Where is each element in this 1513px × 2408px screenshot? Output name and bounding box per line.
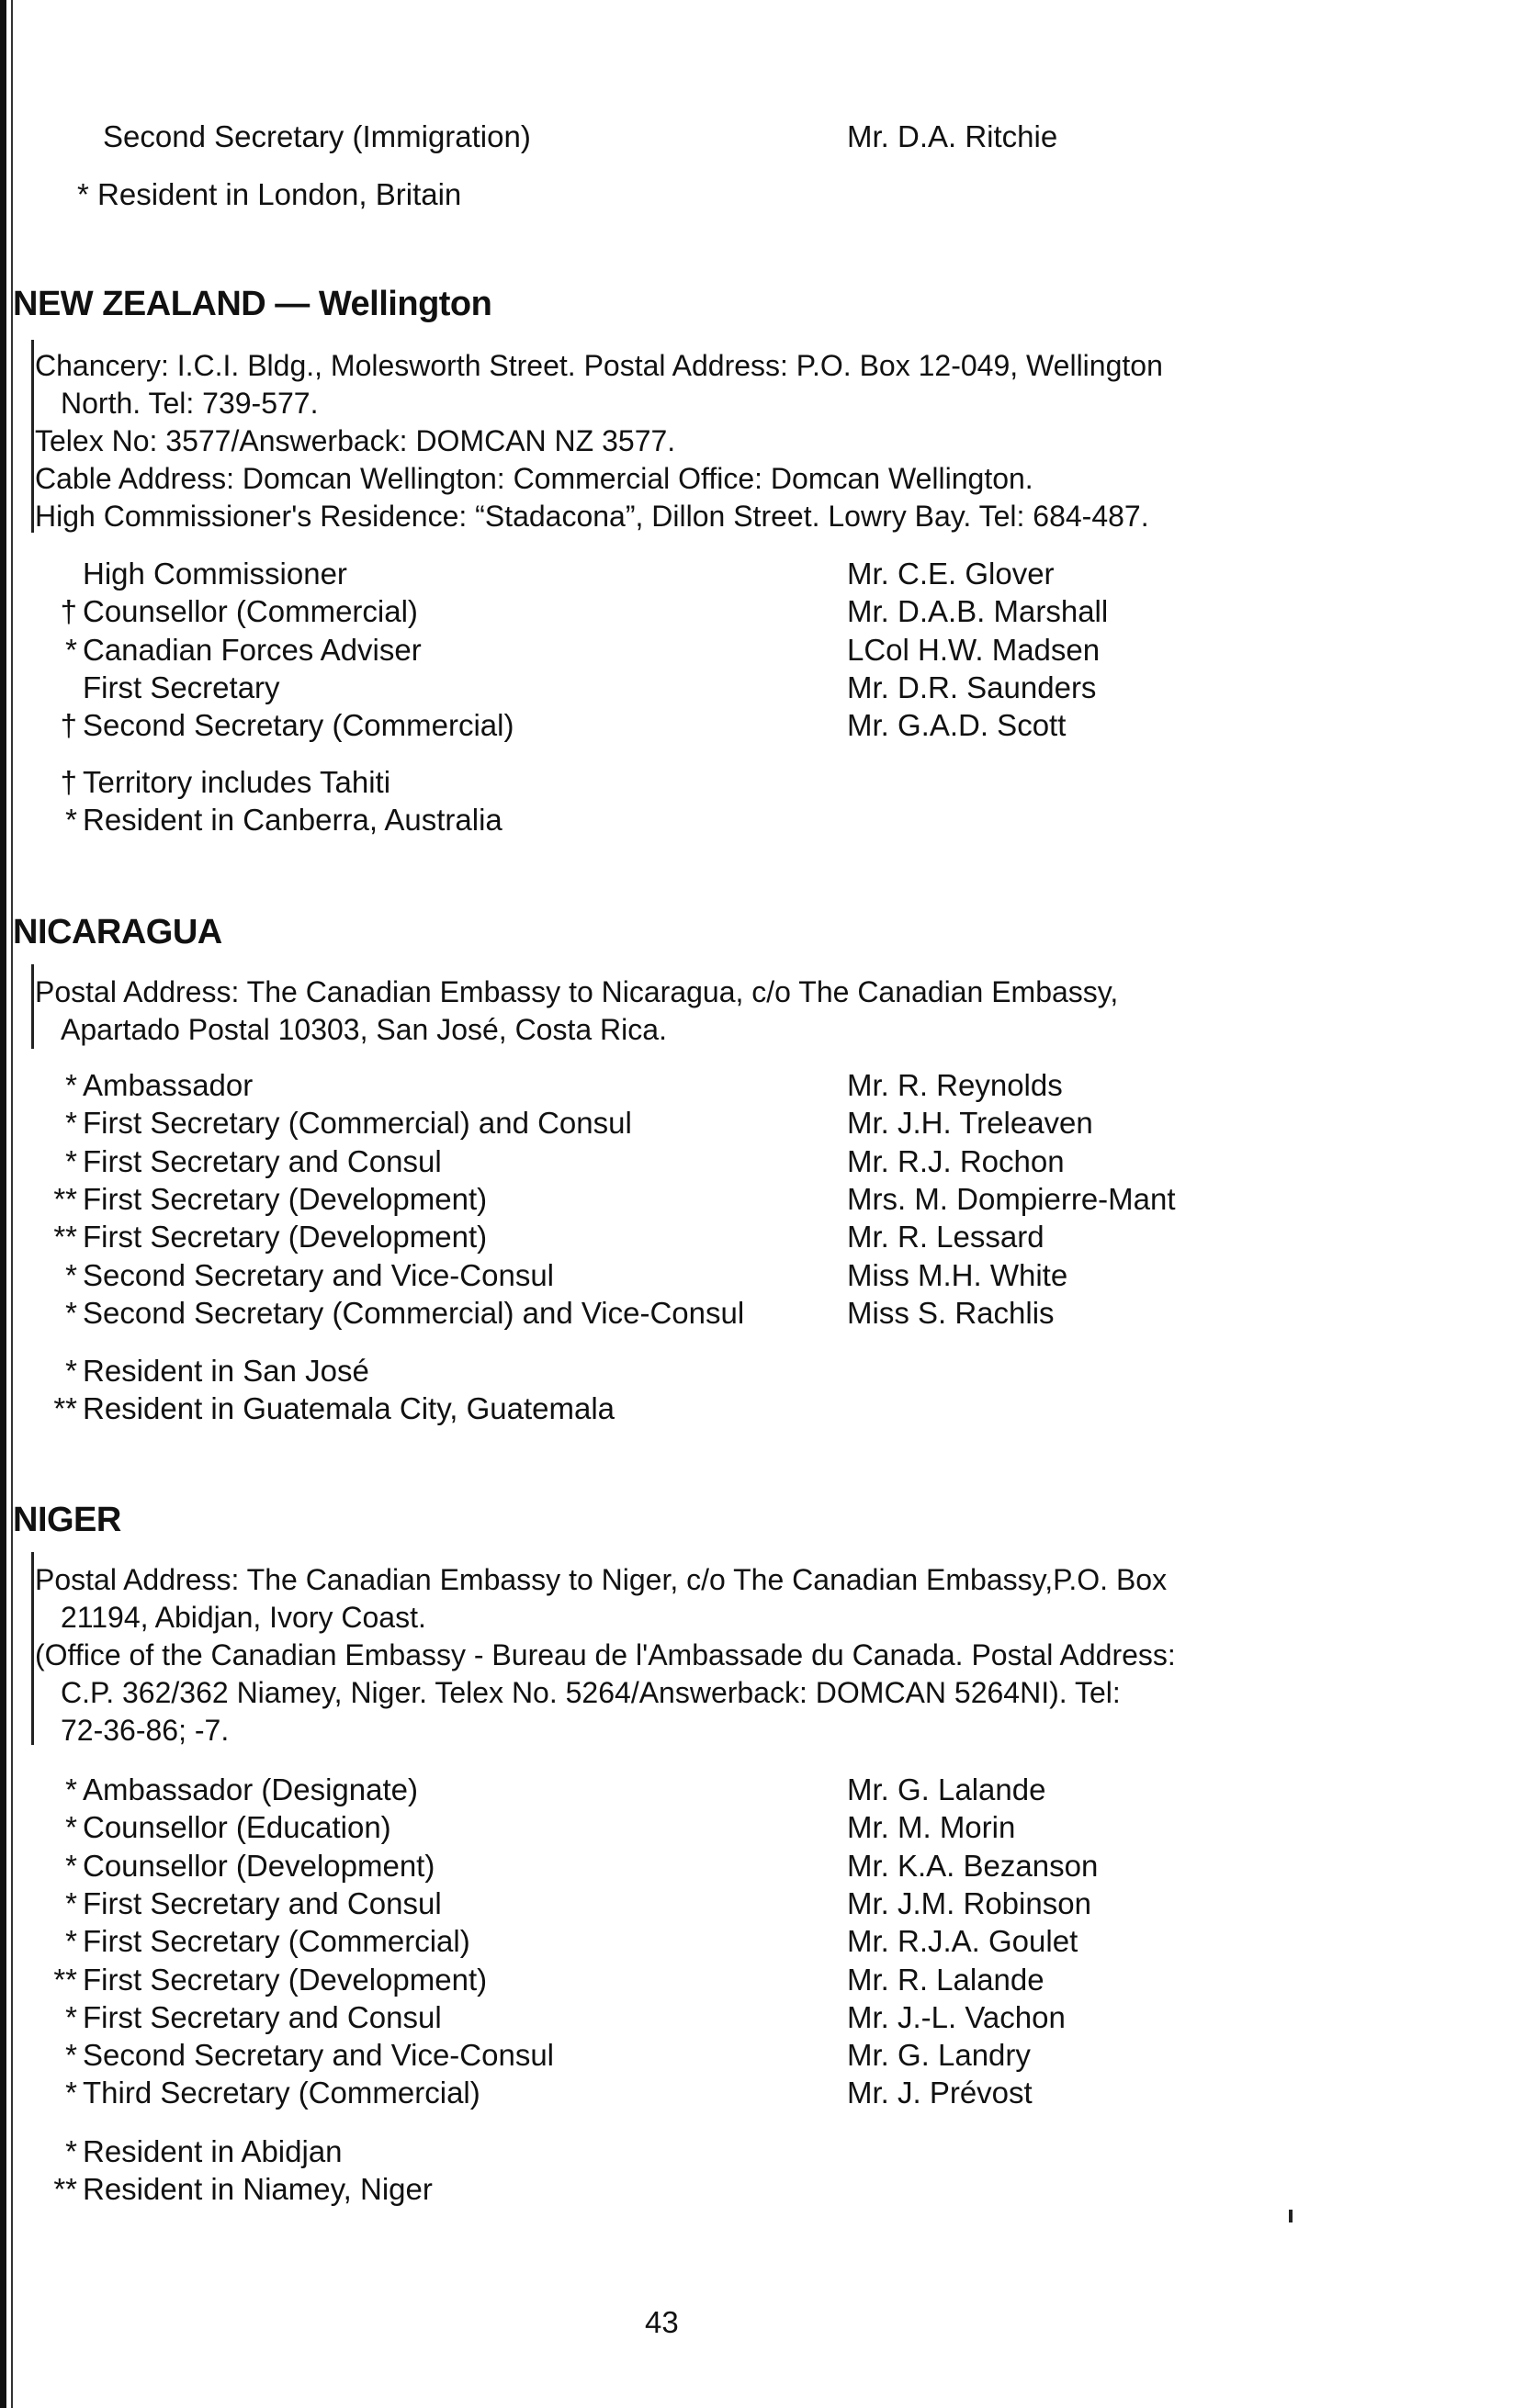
address-line: Telex No: 3577/Answerback: DOMCAN NZ 3577. [35, 424, 676, 457]
staff-name: Mr. G.A.D. Scott [847, 708, 1067, 743]
section-heading-nicaragua: NICARAGUA [13, 913, 222, 951]
staff-row [37, 1999, 442, 2036]
footnote [37, 802, 502, 838]
address-line: 72-36-86; -7. [61, 1714, 230, 1747]
staff-role: Counsellor (Education) [83, 1810, 391, 1845]
address-line: Apartado Postal 10303, San José, Costa Rica. [61, 1013, 667, 1046]
staff-row [37, 2075, 480, 2111]
staff-row [37, 1772, 418, 1808]
staff-role: First Secretary and Consul [83, 1999, 442, 2034]
staff-row [37, 1181, 487, 1218]
staff-row [37, 1295, 744, 1332]
staff-name: Mr. R.J. Rochon [847, 1143, 1065, 1178]
staff-role: Counsellor (Development) [83, 1848, 435, 1883]
address-line: Chancery: I.C.I. Bldg., Molesworth Street. Postal Address: P.O. Box 12-049, Wellington [35, 349, 1163, 382]
footnote-marker: ** [53, 1220, 77, 1255]
footnote-marker: * [65, 1354, 77, 1388]
footnote-marker: * [65, 1885, 77, 1920]
staff-name: Mr. J.M. Robinson [847, 1885, 1091, 1920]
stray-mark [1289, 2210, 1293, 2222]
footnote-marker: * [65, 1999, 77, 2034]
footnote-marker: * [65, 1924, 77, 1959]
footnote-text: Territory includes Tahiti [83, 765, 391, 799]
staff-role: Second Secretary (Commercial) [83, 708, 514, 743]
address-line: C.P. 362/362 Niamey, Niger. Telex No. 5264/Answerback: DOMCAN 5264NI). Tel: [61, 1676, 1121, 1709]
address-line: Cable Address: Domcan Wellington: Commercial Office: Domcan Wellington. [35, 462, 1033, 495]
staff-name: Mr. C.E. Glover [847, 557, 1055, 591]
staff-name: Mr. G. Lalande [847, 1772, 1046, 1806]
staff-row [37, 556, 347, 592]
footnote-marker: * [65, 2134, 77, 2168]
staff-row [37, 670, 280, 706]
staff-name: Mr. D.A.B. Marshall [847, 594, 1109, 629]
footnote-marker: * [65, 632, 77, 667]
footnote-marker: * [65, 1295, 77, 1330]
staff-row [37, 1885, 442, 1922]
page-number: 43 [645, 2305, 679, 2339]
footnote-marker: ** [53, 2172, 77, 2207]
footnote [37, 1390, 615, 1427]
footnote-marker: * [65, 1143, 77, 1178]
footnote [37, 2133, 343, 2170]
staff-role: First Secretary [83, 670, 280, 704]
intro-role: Second Secretary (Immigration) [103, 119, 531, 153]
staff-name: Mr. M. Morin [847, 1810, 1016, 1845]
footnote-text: Resident in Niamey, Niger [83, 2172, 433, 2207]
staff-row [37, 1143, 442, 1180]
staff-role: Canadian Forces Adviser [83, 632, 422, 667]
address-line: Postal Address: The Canadian Embassy to Nicaragua, c/o The Canadian Embassy, [35, 975, 1119, 1008]
section-heading-new-zealand: NEW ZEALAND — Wellington [13, 285, 492, 323]
staff-row [37, 1067, 253, 1104]
staff-role: First Secretary and Consul [83, 1143, 442, 1178]
footnote [37, 764, 390, 801]
binding-edge-inner [11, 0, 13, 2408]
footnote-text: Resident in Canberra, Australia [83, 803, 502, 838]
section-heading-niger: NIGER [13, 1501, 121, 1539]
staff-role: Second Secretary and Vice-Consul [83, 1257, 555, 1292]
footnote-marker: * [65, 1068, 77, 1102]
footnote-marker: * [65, 1810, 77, 1845]
footnote-marker: † [60, 708, 77, 743]
address-line: High Commissioner's Residence: “Stadacona”, Dillon Street. Lowry Bay. Tel: 684-487. [35, 500, 1149, 533]
staff-row [37, 1848, 435, 1885]
staff-role: First Secretary (Commercial) and Consul [83, 1106, 632, 1141]
staff-role: First Secretary (Development) [83, 1220, 488, 1255]
staff-name: Miss M.H. White [847, 1257, 1068, 1292]
staff-row [37, 2037, 554, 2074]
intro-note: * Resident in London, Britain [77, 177, 462, 211]
staff-role: Second Secretary and Vice-Consul [83, 2038, 555, 2073]
staff-name: Mr. D.R. Saunders [847, 670, 1097, 704]
staff-name: Mr. R.J.A. Goulet [847, 1924, 1078, 1959]
staff-row [37, 1962, 487, 1998]
footnote-marker: † [60, 765, 77, 799]
staff-name: Mr. R. Lessard [847, 1220, 1044, 1255]
staff-name: Mrs. M. Dompierre-Mant [847, 1181, 1176, 1216]
staff-row [37, 632, 422, 669]
staff-name: Mr. K.A. Bezanson [847, 1848, 1099, 1883]
staff-row [37, 1809, 391, 1846]
footnote [37, 2171, 433, 2208]
address-line: North. Tel: 739-577. [61, 387, 319, 420]
staff-row [37, 707, 514, 744]
address-bar [31, 340, 34, 533]
staff-name: Mr. J. Prévost [847, 2076, 1033, 2110]
footnote-marker: ** [53, 1391, 77, 1426]
footnote-marker: * [65, 1772, 77, 1806]
staff-row [37, 593, 418, 630]
footnote-marker: ** [53, 1962, 77, 1997]
staff-row [37, 1923, 470, 1960]
footnote-marker: * [65, 1848, 77, 1883]
footnote-text: Resident in Guatemala City, Guatemala [83, 1391, 615, 1426]
staff-name: Miss S. Rachlis [847, 1295, 1055, 1330]
footnote-marker: * [65, 1106, 77, 1141]
footnote-marker: ** [53, 1181, 77, 1216]
staff-role: High Commissioner [83, 557, 347, 591]
footnote-marker: * [65, 1257, 77, 1292]
footnote-text: Resident in San José [83, 1354, 369, 1388]
staff-name: Mr. J.-L. Vachon [847, 1999, 1066, 2034]
footnote-marker: * [65, 803, 77, 838]
staff-name: Mr. G. Landry [847, 2038, 1031, 2073]
intro-name: Mr. D.A. Ritchie [847, 119, 1058, 153]
staff-role: First Secretary (Commercial) [83, 1924, 470, 1959]
footnote-marker: † [60, 594, 77, 629]
address-line: (Office of the Canadian Embassy - Bureau de l'Ambassade du Canada. Postal Address: [35, 1638, 1176, 1671]
binding-edge [0, 0, 6, 2408]
footnote-text: Resident in Abidjan [83, 2134, 343, 2168]
address-bar [31, 1552, 34, 1745]
address-line: 21194, Abidjan, Ivory Coast. [61, 1601, 426, 1634]
staff-row [37, 1257, 554, 1294]
staff-name: Mr. R. Reynolds [847, 1068, 1063, 1102]
staff-role: Third Secretary (Commercial) [83, 2076, 480, 2110]
staff-row [37, 1105, 632, 1142]
staff-row [37, 1219, 487, 1255]
staff-name: LCol H.W. Madsen [847, 632, 1101, 667]
footnote-marker: * [65, 2038, 77, 2073]
footnote-marker: * [65, 2076, 77, 2110]
address-bar [31, 964, 34, 1049]
staff-role: First Secretary (Development) [83, 1962, 488, 1997]
address-line: Postal Address: The Canadian Embassy to Niger, c/o The Canadian Embassy,P.O. Box [35, 1563, 1168, 1596]
staff-role: Counsellor (Commercial) [83, 594, 418, 629]
staff-role: Ambassador (Designate) [83, 1772, 418, 1806]
staff-name: Mr. J.H. Treleaven [847, 1106, 1093, 1141]
staff-role: Second Secretary (Commercial) and Vice-Consul [83, 1295, 745, 1330]
staff-role: First Secretary (Development) [83, 1181, 488, 1216]
staff-name: Mr. R. Lalande [847, 1962, 1044, 1997]
staff-role: First Secretary and Consul [83, 1885, 442, 1920]
footnote [37, 1353, 369, 1390]
staff-role: Ambassador [83, 1068, 254, 1102]
